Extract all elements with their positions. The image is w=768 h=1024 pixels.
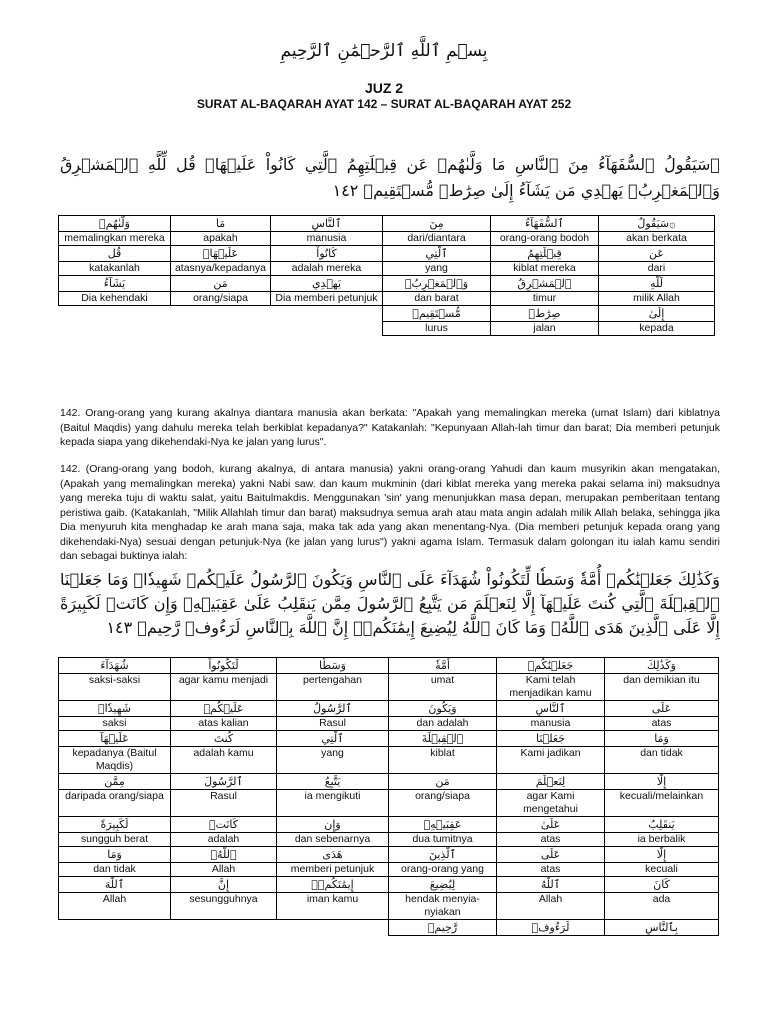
arabic-word-cell: ٱلسُّفَهَآءُ [491, 216, 599, 232]
arabic-word-cell: وَٱلۡمَغۡرِبُۚ [383, 276, 491, 292]
arabic-word-cell: هَدَى [277, 847, 389, 863]
meaning-cell: orang-orang yang [389, 863, 497, 877]
arabic-word-cell: عَلَيۡهَآ [59, 731, 171, 747]
arabic-word-cell: وَمَا [605, 731, 719, 747]
arabic-word-cell: قِبۡلَتِهِمُ [491, 246, 599, 262]
meaning-cell: kepadanya (Baitul Maqdis) [59, 747, 171, 774]
arabic-word-cell: يَتَّبِعُ [277, 774, 389, 790]
arabic-word-cell: جَعَلۡنَٰكُمۡ [497, 658, 605, 674]
arabic-word-cell: لِنَعۡلَمَ [497, 774, 605, 790]
meaning-cell: lurus [383, 322, 491, 336]
arabic-word-cell [59, 920, 171, 936]
arabic-word-cell: عَقِبَيۡهِۚ [389, 817, 497, 833]
arabic-word-row [59, 701, 719, 717]
word-table-142 [58, 215, 715, 336]
arabic-word-cell: ٱلرَّسُولَ [171, 774, 277, 790]
meaning-row [59, 674, 719, 701]
meaning-cell: Dia memberi petunjuk [271, 292, 383, 306]
meaning-cell: orang-orang bodoh [491, 232, 599, 246]
meaning-cell: kiblat mereka [491, 262, 599, 276]
arabic-word-cell: شُهَدَآءَ [59, 658, 171, 674]
meaning-cell: dan adalah [389, 717, 497, 731]
meaning-cell: Rasul [171, 790, 277, 817]
meaning-cell: atas [497, 833, 605, 847]
meaning-cell: kecuali/melainkan [605, 790, 719, 817]
meaning-cell: manusia [497, 717, 605, 731]
meaning-cell: Kami telah menjadikan kamu [497, 674, 605, 701]
arabic-word-cell: لِيُضِيعَ [389, 877, 497, 893]
ayah-143-arabic: وَكَذَٰلِكَ جَعَلۡنَٰكُمۡ أُمَّةٗ وَسَطٗا لِّتَكُونُواْ شُهَدَآءَ عَلَى ٱلنَّاسِ وَيَكُونَ ٱلرَّسُولُ عَلَيۡكُمۡ شَهِيدٗاۗ وَمَا جَعَلۡنَا ٱلۡقِبۡلَةَ ٱلَّتِي كُنتَ عَلَيۡهَآ إِلَّا لِنَعۡلَمَ مَن يَتَّبِعُ ٱلرَّسُولَ مِمَّن يَنقَلِبُ عَلَىٰ عَقِبَيۡهِۚ وَإِن كَانَتۡ لَكَبِيرَةً إِلَّا عَلَى ٱلَّذِينَ هَدَى ٱللَّهُۗ وَمَا كَانَ ٱللَّهُ لِيُضِيعَ إِيمَٰنَكُمۡۚ إِنَّ ٱللَّهَ بِٱلنَّاسِ لَرَءُوفٞ رَّحِيمٞ ١٤٣ [60, 570, 720, 637]
meaning-cell: dan barat [383, 292, 491, 306]
meaning-cell: akan berkata [599, 232, 715, 246]
arabic-word-cell: ٱلرَّسُولُ [277, 701, 389, 717]
arabic-word-cell: ٱللَّهُۗ [171, 847, 277, 863]
arabic-word-cell: يَشَآءُ [59, 276, 171, 292]
arabic-word-cell: جَعَلۡنَا [497, 731, 605, 747]
translation-142: 142. Orang-orang yang kurang akalnya diantara manusia akan berkata: "Apakah yang memalingkan mereka (umat Islam) dari kiblatnya (Baitul Maqdis) yang dahulu mereka telah berkiblat kepadanya?" Katakanlah: "Kepunyaan Allah-lah timur dan barat; Dia memberi petunjuk kepada siapa yang dikehendaki-Nya ke jalan yang lurus". [60, 407, 720, 448]
arabic-word-cell: عَلَى [497, 847, 605, 863]
arabic-word-cell: ٱلنَّاسِ [271, 216, 383, 232]
meaning-cell [271, 322, 383, 336]
arabic-word-cell: ٱلَّذِينَ [389, 847, 497, 863]
word-table-143 [58, 657, 719, 936]
meaning-cell: adalah [171, 833, 277, 847]
arabic-word-cell: عَلَى [605, 701, 719, 717]
arabic-word-cell: وَإِن [277, 817, 389, 833]
meaning-cell: Allah [171, 863, 277, 877]
arabic-word-cell: إِلَىٰ [599, 306, 715, 322]
juz-title: JUZ 2 [364, 80, 404, 96]
meaning-cell: kiblat [389, 747, 497, 774]
arabic-word-row [59, 877, 719, 893]
meaning-cell: kepada [599, 322, 715, 336]
arabic-word-cell: عَلَىٰ [497, 817, 605, 833]
meaning-cell: milik Allah [599, 292, 715, 306]
meaning-cell: saksi-saksi [59, 674, 171, 701]
meaning-cell: Rasul [277, 717, 389, 731]
meaning-row [59, 790, 719, 817]
arabic-word-row [59, 920, 719, 936]
meaning-cell: saksi [59, 717, 171, 731]
arabic-word-cell: إِلَّا [605, 774, 719, 790]
meaning-cell: dan sebenarnya [277, 833, 389, 847]
meaning-cell: yang [383, 262, 491, 276]
meaning-row [59, 322, 715, 336]
arabic-word-cell: وَكَذَٰلِكَ [605, 658, 719, 674]
meaning-cell: jalan [491, 322, 599, 336]
arabic-word-row [59, 847, 719, 863]
arabic-word-cell: مِنَ [383, 216, 491, 232]
arabic-word-cell: لَكَبِيرَةً [59, 817, 171, 833]
arabic-word-row [59, 658, 719, 674]
meaning-cell: dua tumitnya [389, 833, 497, 847]
meaning-cell: atas [605, 717, 719, 731]
meaning-cell [59, 322, 171, 336]
arabic-word-cell: بِٱلنَّاسِ [605, 920, 719, 936]
arabic-word-cell: قُل [59, 246, 171, 262]
arabic-word-row [59, 731, 719, 747]
meaning-cell: memalingkan mereka [59, 232, 171, 246]
meaning-cell: atas [497, 863, 605, 877]
meaning-cell: orang/siapa [389, 790, 497, 817]
arabic-word-cell: إِيمَٰنَكُمۡۚ [277, 877, 389, 893]
meaning-cell: Dia kehendaki [59, 292, 171, 306]
meaning-cell: dari/diantara [383, 232, 491, 246]
meaning-cell: Allah [59, 893, 171, 920]
meaning-cell: Kami jadikan [497, 747, 605, 774]
meaning-cell: daripada orang/siapa [59, 790, 171, 817]
arabic-word-cell: رَّحِيمٞ [389, 920, 497, 936]
arabic-word-cell: يَنقَلِبُ [605, 817, 719, 833]
meaning-cell: pertengahan [277, 674, 389, 701]
meaning-row [59, 747, 719, 774]
arabic-word-cell: ٱللَّهَ [59, 877, 171, 893]
arabic-word-cell: عَن [599, 246, 715, 262]
arabic-word-cell: ٱللَّهُ [497, 877, 605, 893]
arabic-word-cell: مَن [171, 276, 271, 292]
arabic-word-cell: ٱلۡمَشۡرِقُ [491, 276, 599, 292]
meaning-cell: umat [389, 674, 497, 701]
meaning-cell: dari [599, 262, 715, 276]
meaning-cell: dan demikian itu [605, 674, 719, 701]
meaning-cell: dan tidak [59, 863, 171, 877]
arabic-word-cell: وَمَا [59, 847, 171, 863]
meaning-cell: kecuali [605, 863, 719, 877]
arabic-word-row [59, 774, 719, 790]
arabic-word-row [59, 246, 715, 262]
arabic-word-cell: كَانَتۡ [171, 817, 277, 833]
meaning-row [59, 717, 719, 731]
meaning-cell: yang [277, 747, 389, 774]
meaning-cell: iman kamu [277, 893, 389, 920]
meaning-row [59, 833, 719, 847]
arabic-word-cell: وَيَكُونَ [389, 701, 497, 717]
arabic-word-row [59, 817, 719, 833]
meaning-cell: atas kalian [171, 717, 277, 731]
arabic-word-cell: ٱلَّتِي [277, 731, 389, 747]
arabic-word-cell: لَرَءُوفٞ [497, 920, 605, 936]
arabic-word-cell: مَا [171, 216, 271, 232]
arabic-word-cell: ٱلَّتِي [383, 246, 491, 262]
arabic-word-cell: شَهِيدٗاۗ [59, 701, 171, 717]
arabic-word-cell: كَانُواْ [271, 246, 383, 262]
meaning-row [59, 292, 715, 306]
meaning-cell: memberi petunjuk [277, 863, 389, 877]
arabic-word-cell [271, 306, 383, 322]
meaning-cell: agar kamu menjadi [171, 674, 277, 701]
meaning-cell: orang/siapa [171, 292, 271, 306]
arabic-word-cell: كُنتَ [171, 731, 277, 747]
arabic-word-cell: أُمَّةٗ [389, 658, 497, 674]
meaning-cell: manusia [271, 232, 383, 246]
arabic-word-cell [59, 306, 171, 322]
meaning-cell: katakanlah [59, 262, 171, 276]
meaning-cell: atasnya/kepadanya [171, 262, 271, 276]
meaning-cell [171, 322, 271, 336]
arabic-word-cell: ٱلۡقِبۡلَةَ [389, 731, 497, 747]
arabic-word-cell: لِّلَّهِ [599, 276, 715, 292]
arabic-word-cell: صِرَٰطٖ [491, 306, 599, 322]
arabic-word-cell: مُّسۡتَقِيمٖ [383, 306, 491, 322]
meaning-cell: timur [491, 292, 599, 306]
meaning-row [59, 262, 715, 276]
meaning-row [59, 893, 719, 920]
surat-range-subtitle: SURAT AL-BAQARAH AYAT 142 – SURAT AL-BAQARAH AYAT 252 [196, 97, 572, 111]
arabic-word-cell: عَلَيۡهَاۚ [171, 246, 271, 262]
arabic-word-row [59, 276, 715, 292]
meaning-cell: ia berbalik [605, 833, 719, 847]
arabic-word-cell: مَن [389, 774, 497, 790]
meaning-cell: Allah [497, 893, 605, 920]
meaning-cell: agar Kami mengetahui [497, 790, 605, 817]
arabic-word-cell: عَلَيۡكُمۡ [171, 701, 277, 717]
arabic-word-row [59, 306, 715, 322]
arabic-word-cell: يَهۡدِي [271, 276, 383, 292]
arabic-word-cell [171, 306, 271, 322]
meaning-cell: dan tidak [605, 747, 719, 774]
arabic-word-cell: وَلَّىٰهُمۡ [59, 216, 171, 232]
arabic-word-cell [171, 920, 277, 936]
arabic-word-cell [277, 920, 389, 936]
meaning-cell: apakah [171, 232, 271, 246]
meaning-cell: hendak menyia-nyiakan [389, 893, 497, 920]
meaning-cell: sungguh berat [59, 833, 171, 847]
arabic-word-cell: ٱلنَّاسِ [497, 701, 605, 717]
arabic-word-cell: لِّتَكُونُواْ [171, 658, 277, 674]
meaning-cell: adalah mereka [271, 262, 383, 276]
arabic-word-cell: إِنَّ [171, 877, 277, 893]
arabic-word-cell: كَانَ [605, 877, 719, 893]
meaning-cell: adalah kamu [171, 747, 277, 774]
tafsir-142: 142. (Orang-orang yang bodoh, kurang akalnya, di antara manusia) yakni orang-orang Yahudi dan kaum musyrikin akan mengatakan, (Apakah yang memalingkan mereka) yakni Nabi saw. dan kaum mukminin (dari kiblat mereka yang mereka pakai selama ini) maksudnya yang mereka tuju di waktu salat, yaitu Baitulmakdis. Menggunakan 'sin' yang menunjukkan masa depan, merupakan pemberitaan tentang peristiwa gaib. (Katakanlah, "Milik Allahlah timur dan barat) maksudnya semua arah atau mata angin adalah milik Allah belaka, sehingga jika Dia menyuruh kita menghadap ke arah mana saja, maka tak ada yang akan menentang-Nya. (Dia memberi petunjuk kepada orang yang dikehendaki-Nya) sesuai dengan petunjuk-Nya (ke jalan yang lurus") yakni agama Islam. Termasuk dalam golongan itu ialah kamu sendiri dan sebagai buktinya ialah: [60, 463, 720, 562]
arabic-word-cell: مِمَّن [59, 774, 171, 790]
ayah-142-arabic: ۞سَيَقُولُ ٱلسُّفَهَآءُ مِنَ ٱلنَّاسِ مَا وَلَّىٰهُمۡ عَن قِبۡلَتِهِمُ ٱلَّتِي كَانُواْ عَلَيۡهَاۚ قُل لِّلَّهِ ٱلۡمَشۡرِقُ وَٱلۡمَغۡرِبُۚ يَهۡدِي مَن يَشَآءُ إِلَىٰ صِرَٰطٖ مُّسۡتَقِيمٖ ١٤٢ [60, 155, 720, 200]
meaning-cell: sesungguhnya [171, 893, 277, 920]
meaning-row [59, 232, 715, 246]
basmala: بِسۡمِ ٱللَّهِ ٱلرَّحۡمَٰنِ ٱلرَّحِيمِ [280, 41, 488, 61]
arabic-word-cell: ۞سَيَقُولُ [599, 216, 715, 232]
meaning-cell: ada [605, 893, 719, 920]
meaning-cell: ia mengikuti [277, 790, 389, 817]
arabic-word-row [59, 216, 715, 232]
arabic-word-cell: وَسَطٗا [277, 658, 389, 674]
arabic-word-cell: إِلَّا [605, 847, 719, 863]
meaning-row [59, 863, 719, 877]
